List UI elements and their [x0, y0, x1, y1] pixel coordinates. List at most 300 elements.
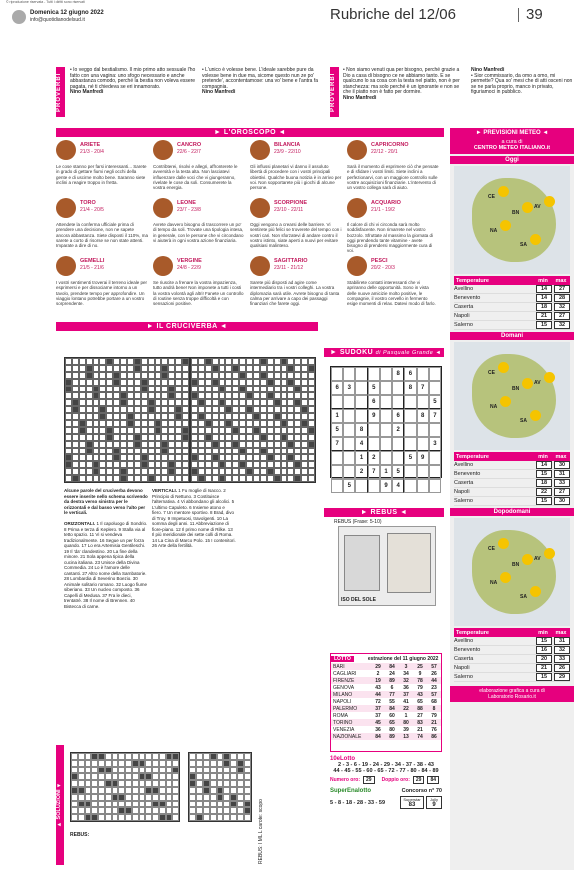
sudoku-cell[interactable] — [355, 409, 367, 423]
grid-cell[interactable] — [301, 372, 308, 379]
grid-cell[interactable] — [86, 461, 93, 468]
grid-cell[interactable] — [155, 420, 162, 427]
grid-cell[interactable] — [99, 468, 106, 475]
grid-cell[interactable] — [72, 406, 79, 413]
grid-cell[interactable] — [281, 420, 288, 427]
grid-cell[interactable] — [260, 454, 267, 461]
grid-cell[interactable] — [182, 468, 189, 475]
grid-cell[interactable] — [182, 461, 189, 468]
sudoku-cell[interactable] — [380, 437, 392, 451]
grid-cell[interactable] — [168, 379, 175, 386]
grid-cell[interactable] — [65, 454, 72, 461]
grid-cell[interactable] — [198, 399, 205, 406]
grid-cell[interactable] — [225, 413, 232, 420]
grid-cell[interactable] — [86, 413, 93, 420]
grid-cell[interactable] — [205, 413, 212, 420]
sudoku-cell[interactable]: 1 — [380, 465, 392, 479]
grid-cell[interactable] — [232, 434, 239, 441]
grid-cell[interactable] — [225, 441, 232, 448]
grid-cell[interactable] — [232, 392, 239, 399]
grid-cell[interactable] — [148, 461, 155, 468]
grid-cell[interactable] — [205, 441, 212, 448]
grid-cell[interactable] — [72, 448, 79, 455]
grid-cell[interactable] — [232, 399, 239, 406]
grid-cell[interactable] — [148, 468, 155, 475]
grid-cell[interactable] — [134, 448, 141, 455]
grid-cell[interactable] — [239, 475, 246, 482]
grid-cell[interactable] — [65, 413, 72, 420]
sudoku-cell[interactable]: 7 — [429, 409, 441, 423]
grid-cell[interactable] — [246, 427, 253, 434]
grid-cell[interactable] — [260, 461, 267, 468]
grid-cell[interactable] — [106, 420, 113, 427]
grid-cell[interactable] — [99, 475, 106, 482]
grid-cell[interactable] — [246, 399, 253, 406]
grid-cell[interactable] — [113, 392, 120, 399]
grid-cell[interactable] — [65, 399, 72, 406]
grid-cell[interactable] — [253, 365, 260, 372]
grid-cell[interactable] — [308, 399, 315, 406]
grid-cell[interactable] — [72, 399, 79, 406]
grid-cell[interactable] — [267, 461, 274, 468]
grid-cell[interactable] — [175, 441, 182, 448]
sudoku-cell[interactable]: 5 — [368, 381, 380, 395]
sudoku-cell[interactable]: 2 — [355, 465, 367, 479]
grid-cell[interactable] — [175, 379, 182, 386]
sudoku-cell[interactable] — [380, 451, 392, 465]
grid-cell[interactable] — [239, 461, 246, 468]
grid-cell[interactable] — [287, 454, 294, 461]
grid-cell[interactable] — [134, 468, 141, 475]
grid-cell[interactable] — [168, 448, 175, 455]
grid-cell[interactable] — [239, 379, 246, 386]
sudoku-cell[interactable] — [429, 423, 441, 437]
sudoku-cell[interactable] — [331, 395, 343, 409]
grid-cell[interactable] — [212, 386, 219, 393]
grid-cell[interactable] — [155, 475, 162, 482]
grid-cell[interactable] — [308, 413, 315, 420]
grid-cell[interactable] — [99, 392, 106, 399]
grid-cell[interactable] — [239, 454, 246, 461]
grid-cell[interactable] — [260, 386, 267, 393]
grid-cell[interactable] — [260, 427, 267, 434]
grid-cell[interactable] — [205, 420, 212, 427]
grid-cell[interactable] — [182, 475, 189, 482]
grid-cell[interactable] — [127, 475, 134, 482]
grid-cell[interactable] — [225, 434, 232, 441]
grid-cell[interactable] — [72, 475, 79, 482]
grid-cell[interactable] — [274, 392, 281, 399]
grid-cell[interactable] — [281, 427, 288, 434]
sudoku-cell[interactable] — [417, 465, 429, 479]
grid-cell[interactable] — [267, 358, 274, 365]
grid-cell[interactable] — [120, 365, 127, 372]
grid-cell[interactable] — [161, 427, 168, 434]
grid-cell[interactable] — [225, 358, 232, 365]
grid-cell[interactable] — [225, 386, 232, 393]
grid-cell[interactable] — [287, 406, 294, 413]
sudoku-cell[interactable]: 2 — [392, 423, 404, 437]
grid-cell[interactable] — [301, 468, 308, 475]
grid-cell[interactable] — [191, 379, 198, 386]
grid-cell[interactable] — [86, 441, 93, 448]
grid-cell[interactable] — [267, 441, 274, 448]
grid-cell[interactable] — [182, 434, 189, 441]
grid-cell[interactable] — [155, 441, 162, 448]
grid-cell[interactable] — [72, 461, 79, 468]
grid-cell[interactable] — [198, 475, 205, 482]
grid-cell[interactable] — [113, 461, 120, 468]
grid-cell[interactable] — [219, 365, 226, 372]
grid-cell[interactable] — [294, 406, 301, 413]
grid-cell[interactable] — [120, 372, 127, 379]
grid-cell[interactable] — [274, 461, 281, 468]
grid-cell[interactable] — [225, 468, 232, 475]
grid-cell[interactable] — [93, 372, 100, 379]
grid-cell[interactable] — [161, 399, 168, 406]
grid-cell[interactable] — [212, 372, 219, 379]
sudoku-cell[interactable] — [404, 479, 416, 493]
grid-cell[interactable] — [127, 386, 134, 393]
grid-cell[interactable] — [79, 475, 86, 482]
grid-cell[interactable] — [72, 420, 79, 427]
grid-cell[interactable] — [134, 358, 141, 365]
grid-cell[interactable] — [287, 379, 294, 386]
grid-cell[interactable] — [65, 358, 72, 365]
grid-cell[interactable] — [99, 372, 106, 379]
grid-cell[interactable] — [253, 413, 260, 420]
grid-cell[interactable] — [72, 372, 79, 379]
grid-cell[interactable] — [198, 379, 205, 386]
grid-cell[interactable] — [86, 392, 93, 399]
grid-cell[interactable] — [148, 406, 155, 413]
grid-cell[interactable] — [294, 399, 301, 406]
grid-cell[interactable] — [308, 475, 315, 482]
grid-cell[interactable] — [191, 427, 198, 434]
grid-cell[interactable] — [267, 372, 274, 379]
grid-cell[interactable] — [155, 358, 162, 365]
grid-cell[interactable] — [287, 427, 294, 434]
grid-cell[interactable] — [191, 386, 198, 393]
sudoku-cell[interactable] — [380, 367, 392, 381]
grid-cell[interactable] — [155, 461, 162, 468]
grid-cell[interactable] — [113, 399, 120, 406]
grid-cell[interactable] — [168, 406, 175, 413]
grid-cell[interactable] — [148, 386, 155, 393]
sudoku-cell[interactable]: 5 — [429, 395, 441, 409]
grid-cell[interactable] — [113, 454, 120, 461]
grid-cell[interactable] — [155, 454, 162, 461]
grid-cell[interactable] — [127, 454, 134, 461]
grid-cell[interactable] — [212, 454, 219, 461]
sudoku-cell[interactable] — [343, 437, 355, 451]
grid-cell[interactable] — [161, 475, 168, 482]
grid-cell[interactable] — [182, 379, 189, 386]
sudoku-cell[interactable] — [380, 423, 392, 437]
grid-cell[interactable] — [246, 379, 253, 386]
grid-cell[interactable] — [225, 448, 232, 455]
grid-cell[interactable] — [168, 386, 175, 393]
sudoku-cell[interactable] — [417, 479, 429, 493]
grid-cell[interactable] — [294, 358, 301, 365]
grid-cell[interactable] — [281, 441, 288, 448]
grid-cell[interactable] — [141, 454, 148, 461]
grid-cell[interactable] — [212, 420, 219, 427]
grid-cell[interactable] — [239, 448, 246, 455]
sudoku-cell[interactable]: 2 — [368, 451, 380, 465]
grid-cell[interactable] — [127, 434, 134, 441]
grid-cell[interactable] — [93, 379, 100, 386]
sudoku-cell[interactable] — [404, 395, 416, 409]
grid-cell[interactable] — [205, 454, 212, 461]
grid-cell[interactable] — [246, 386, 253, 393]
grid-cell[interactable] — [113, 441, 120, 448]
grid-cell[interactable] — [79, 413, 86, 420]
grid-cell[interactable] — [86, 358, 93, 365]
grid-cell[interactable] — [175, 454, 182, 461]
grid-cell[interactable] — [198, 365, 205, 372]
grid-cell[interactable] — [274, 372, 281, 379]
grid-cell[interactable] — [281, 468, 288, 475]
grid-cell[interactable] — [127, 392, 134, 399]
grid-cell[interactable] — [168, 475, 175, 482]
grid-cell[interactable] — [161, 358, 168, 365]
grid-cell[interactable] — [253, 386, 260, 393]
grid-cell[interactable] — [301, 475, 308, 482]
grid-cell[interactable] — [79, 386, 86, 393]
grid-cell[interactable] — [141, 413, 148, 420]
grid-cell[interactable] — [294, 386, 301, 393]
grid-cell[interactable] — [219, 358, 226, 365]
sudoku-cell[interactable] — [404, 409, 416, 423]
grid-cell[interactable] — [267, 454, 274, 461]
sudoku-cell[interactable] — [343, 367, 355, 381]
sudoku-cell[interactable] — [392, 395, 404, 409]
grid-cell[interactable] — [308, 406, 315, 413]
grid-cell[interactable] — [294, 427, 301, 434]
grid-cell[interactable] — [86, 372, 93, 379]
grid-cell[interactable] — [274, 475, 281, 482]
grid-cell[interactable] — [274, 365, 281, 372]
sudoku-cell[interactable] — [368, 437, 380, 451]
sudoku-cell[interactable]: 8 — [404, 381, 416, 395]
grid-cell[interactable] — [65, 441, 72, 448]
sudoku-cell[interactable] — [417, 367, 429, 381]
sudoku-cell[interactable]: 6 — [331, 381, 343, 395]
grid-cell[interactable] — [93, 420, 100, 427]
grid-cell[interactable] — [134, 365, 141, 372]
grid-cell[interactable] — [79, 372, 86, 379]
grid-cell[interactable] — [281, 392, 288, 399]
grid-cell[interactable] — [141, 448, 148, 455]
grid-cell[interactable] — [134, 427, 141, 434]
grid-cell[interactable] — [148, 448, 155, 455]
grid-cell[interactable] — [120, 379, 127, 386]
grid-cell[interactable] — [182, 358, 189, 365]
grid-cell[interactable] — [141, 420, 148, 427]
grid-cell[interactable] — [65, 448, 72, 455]
grid-cell[interactable] — [155, 434, 162, 441]
grid-cell[interactable] — [86, 386, 93, 393]
grid-cell[interactable] — [93, 399, 100, 406]
grid-cell[interactable] — [141, 461, 148, 468]
grid-cell[interactable] — [191, 441, 198, 448]
grid-cell[interactable] — [161, 365, 168, 372]
grid-cell[interactable] — [308, 392, 315, 399]
grid-cell[interactable] — [79, 399, 86, 406]
grid-cell[interactable] — [113, 420, 120, 427]
grid-cell[interactable] — [99, 399, 106, 406]
grid-cell[interactable] — [253, 420, 260, 427]
grid-cell[interactable] — [113, 448, 120, 455]
grid-cell[interactable] — [232, 358, 239, 365]
grid-cell[interactable] — [134, 434, 141, 441]
grid-cell[interactable] — [175, 358, 182, 365]
grid-cell[interactable] — [86, 420, 93, 427]
grid-cell[interactable] — [246, 475, 253, 482]
grid-cell[interactable] — [79, 427, 86, 434]
grid-cell[interactable] — [79, 441, 86, 448]
grid-cell[interactable] — [161, 454, 168, 461]
grid-cell[interactable] — [141, 441, 148, 448]
grid-cell[interactable] — [99, 379, 106, 386]
grid-cell[interactable] — [93, 454, 100, 461]
grid-cell[interactable] — [106, 461, 113, 468]
grid-cell[interactable] — [175, 406, 182, 413]
grid-cell[interactable] — [260, 441, 267, 448]
grid-cell[interactable] — [267, 399, 274, 406]
grid-cell[interactable] — [161, 448, 168, 455]
grid-cell[interactable] — [93, 427, 100, 434]
grid-cell[interactable] — [148, 420, 155, 427]
grid-cell[interactable] — [246, 365, 253, 372]
grid-cell[interactable] — [287, 365, 294, 372]
grid-cell[interactable] — [168, 468, 175, 475]
grid-cell[interactable] — [246, 413, 253, 420]
grid-cell[interactable] — [99, 358, 106, 365]
grid-cell[interactable] — [308, 372, 315, 379]
grid-cell[interactable] — [99, 413, 106, 420]
grid-cell[interactable] — [191, 468, 198, 475]
grid-cell[interactable] — [175, 461, 182, 468]
grid-cell[interactable] — [191, 399, 198, 406]
grid-cell[interactable] — [141, 406, 148, 413]
grid-cell[interactable] — [148, 379, 155, 386]
grid-cell[interactable] — [239, 399, 246, 406]
grid-cell[interactable] — [191, 372, 198, 379]
grid-cell[interactable] — [175, 413, 182, 420]
grid-cell[interactable] — [260, 413, 267, 420]
grid-cell[interactable] — [225, 392, 232, 399]
grid-cell[interactable] — [287, 448, 294, 455]
grid-cell[interactable] — [281, 413, 288, 420]
grid-cell[interactable] — [308, 468, 315, 475]
grid-cell[interactable] — [72, 392, 79, 399]
grid-cell[interactable] — [148, 392, 155, 399]
grid-cell[interactable] — [134, 461, 141, 468]
sudoku-cell[interactable]: 7 — [331, 437, 343, 451]
grid-cell[interactable] — [274, 454, 281, 461]
grid-cell[interactable] — [301, 448, 308, 455]
grid-cell[interactable] — [72, 454, 79, 461]
sudoku-cell[interactable]: 9 — [368, 409, 380, 423]
grid-cell[interactable] — [148, 441, 155, 448]
grid-cell[interactable] — [267, 448, 274, 455]
grid-cell[interactable] — [212, 448, 219, 455]
sudoku-cell[interactable] — [368, 479, 380, 493]
grid-cell[interactable] — [260, 372, 267, 379]
grid-cell[interactable] — [294, 434, 301, 441]
grid-cell[interactable] — [65, 475, 72, 482]
sudoku-cell[interactable]: 6 — [392, 409, 404, 423]
grid-cell[interactable] — [93, 475, 100, 482]
grid-cell[interactable] — [232, 420, 239, 427]
sudoku-cell[interactable] — [343, 465, 355, 479]
grid-cell[interactable] — [232, 448, 239, 455]
grid-cell[interactable] — [301, 358, 308, 365]
grid-cell[interactable] — [239, 386, 246, 393]
grid-cell[interactable] — [148, 413, 155, 420]
grid-cell[interactable] — [106, 454, 113, 461]
grid-cell[interactable] — [239, 441, 246, 448]
sudoku-cell[interactable] — [355, 381, 367, 395]
grid-cell[interactable] — [253, 406, 260, 413]
grid-cell[interactable] — [120, 454, 127, 461]
grid-cell[interactable] — [86, 475, 93, 482]
grid-cell[interactable] — [225, 406, 232, 413]
grid-cell[interactable] — [274, 358, 281, 365]
grid-cell[interactable] — [113, 358, 120, 365]
grid-cell[interactable] — [239, 358, 246, 365]
grid-cell[interactable] — [232, 413, 239, 420]
grid-cell[interactable] — [79, 365, 86, 372]
grid-cell[interactable] — [79, 461, 86, 468]
grid-cell[interactable] — [141, 427, 148, 434]
grid-cell[interactable] — [274, 420, 281, 427]
grid-cell[interactable] — [120, 392, 127, 399]
grid-cell[interactable] — [287, 358, 294, 365]
sudoku-cell[interactable] — [404, 465, 416, 479]
grid-cell[interactable] — [191, 454, 198, 461]
grid-cell[interactable] — [168, 392, 175, 399]
sudoku-cell[interactable]: 7 — [368, 465, 380, 479]
grid-cell[interactable] — [287, 461, 294, 468]
grid-cell[interactable] — [79, 379, 86, 386]
grid-cell[interactable] — [287, 434, 294, 441]
grid-cell[interactable] — [106, 448, 113, 455]
grid-cell[interactable] — [86, 468, 93, 475]
grid-cell[interactable] — [274, 406, 281, 413]
grid-cell[interactable] — [106, 434, 113, 441]
grid-cell[interactable] — [281, 399, 288, 406]
grid-cell[interactable] — [253, 392, 260, 399]
sudoku-cell[interactable] — [392, 381, 404, 395]
grid-cell[interactable] — [287, 413, 294, 420]
grid-cell[interactable] — [212, 434, 219, 441]
sudoku-cell[interactable] — [404, 437, 416, 451]
grid-cell[interactable] — [205, 427, 212, 434]
grid-cell[interactable] — [246, 358, 253, 365]
grid-cell[interactable] — [182, 427, 189, 434]
grid-cell[interactable] — [219, 448, 226, 455]
grid-cell[interactable] — [225, 427, 232, 434]
grid-cell[interactable] — [134, 441, 141, 448]
grid-cell[interactable] — [65, 406, 72, 413]
grid-cell[interactable] — [120, 461, 127, 468]
grid-cell[interactable] — [260, 434, 267, 441]
sudoku-cell[interactable] — [331, 479, 343, 493]
grid-cell[interactable] — [287, 420, 294, 427]
